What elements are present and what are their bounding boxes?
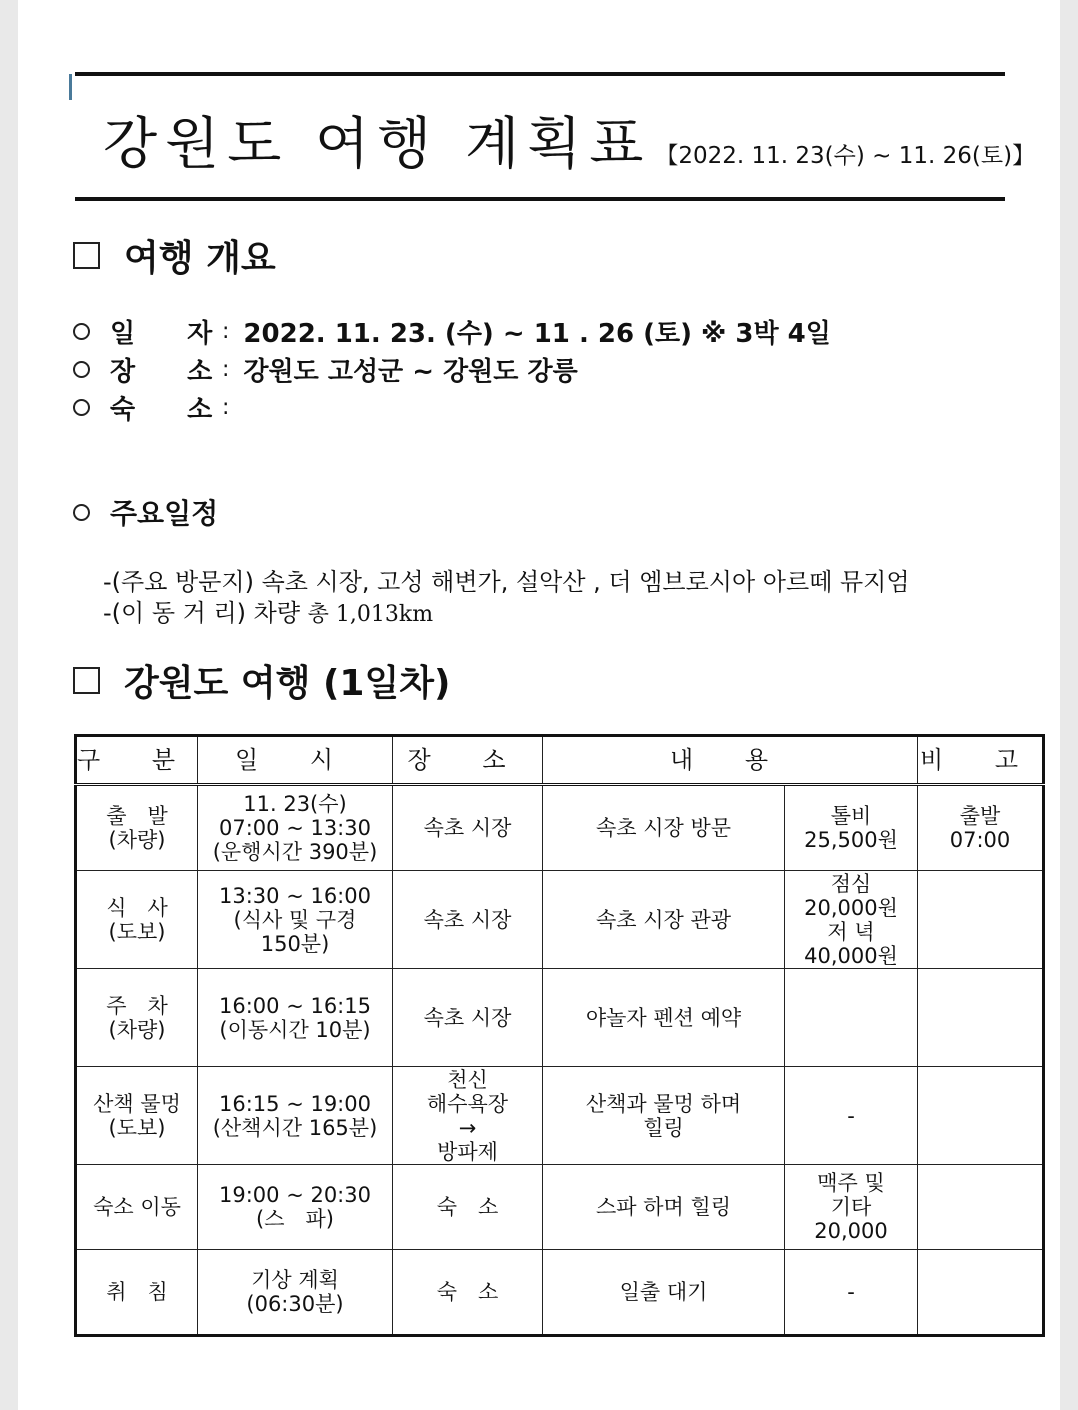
cell-content bbox=[543, 1165, 785, 1250]
cell-line: (차량) bbox=[108, 1017, 166, 1042]
overview-label: 장 소 bbox=[110, 357, 213, 387]
cell-time bbox=[198, 1067, 393, 1165]
cell-line: (도보) bbox=[108, 919, 166, 944]
cell-place bbox=[393, 969, 543, 1067]
cell-line: 해수욕장 bbox=[426, 1091, 509, 1116]
cell-line: 숙 소 bbox=[436, 1280, 499, 1304]
cell-line: 출 발 bbox=[106, 804, 168, 828]
cell-cost bbox=[785, 1067, 918, 1165]
cell-time bbox=[198, 969, 393, 1067]
overview-heading bbox=[73, 230, 276, 281]
cell-line: 숙소 이동 bbox=[93, 1195, 181, 1219]
cell-note bbox=[918, 871, 1044, 969]
cell-line: 산책과 물멍 하며 bbox=[585, 1091, 742, 1116]
schedule-line-text: -(주요 방문지) 속초 시장, 고성 해변가, 설악산 , 더 엠브로시아 아르떼 뮤지엄 bbox=[103, 568, 910, 596]
day1-schedule-table bbox=[74, 734, 1045, 1337]
cell-cost bbox=[785, 871, 918, 969]
cell-line: - bbox=[847, 1280, 855, 1304]
overview-value: 강원도 고성군 ~ 강원도 강릉 bbox=[243, 357, 578, 387]
overview-heading-text: 여행 개요 bbox=[124, 238, 276, 279]
cell-line: 07:00 bbox=[949, 828, 1011, 852]
overview-item-date: 일 자 : 2022. 11. 23. (수) ~ 11 . 26 (토) ※ 3박 4일 bbox=[73, 313, 831, 350]
cell-line: (운행시간 390분) bbox=[212, 840, 378, 864]
cell-line: 11. 23(수) bbox=[243, 792, 347, 816]
cell-line: 기타 bbox=[830, 1195, 872, 1219]
cell-note bbox=[918, 1250, 1044, 1336]
overview-label: 숙 소 bbox=[110, 395, 213, 425]
schedule-line-destinations bbox=[103, 562, 910, 597]
schedule-heading bbox=[73, 492, 218, 532]
cell-line: 야놀자 펜션 예약 bbox=[585, 1005, 742, 1030]
cell-place bbox=[393, 785, 543, 871]
schedule-line-text: -(이 동 거 리) 차량 bbox=[103, 599, 308, 627]
table-header-row bbox=[76, 736, 1044, 785]
cell-line: (식사 및 구경 bbox=[233, 907, 357, 932]
cell-time bbox=[198, 785, 393, 871]
schedule-heading-text: 주요일정 bbox=[110, 497, 219, 530]
cell-time bbox=[198, 1250, 393, 1336]
cell-line: 속초 시장 bbox=[423, 907, 512, 932]
cell-content bbox=[543, 1250, 785, 1336]
text-cursor bbox=[69, 74, 72, 100]
day1-heading bbox=[73, 655, 450, 706]
cell-line: 방파제 bbox=[437, 1139, 498, 1164]
cell-line: 20,000원 bbox=[804, 895, 898, 920]
table-row bbox=[76, 785, 1044, 871]
cell-line: 취 침 bbox=[106, 1280, 168, 1304]
cell-place bbox=[393, 1250, 543, 1336]
cell-content bbox=[543, 1067, 785, 1165]
cell-line: 산책 물멍 bbox=[93, 1091, 181, 1116]
header-place: 장 소 bbox=[393, 736, 543, 785]
cell-line: 25,500원 bbox=[804, 828, 898, 852]
cell-line: 07:00 ~ 13:30 bbox=[219, 816, 371, 840]
cell-line: (산책시간 165분) bbox=[212, 1115, 378, 1140]
cell-line: 150분) bbox=[260, 931, 330, 956]
cell-line: (이동시간 10분) bbox=[219, 1017, 371, 1042]
header-content: 내 용 bbox=[543, 736, 918, 785]
cell-line: 숙 소 bbox=[436, 1195, 499, 1219]
cell-content bbox=[543, 785, 785, 871]
title-top-rule bbox=[75, 72, 1005, 76]
cell-type bbox=[76, 871, 198, 969]
cell-note bbox=[918, 1067, 1044, 1165]
cell-line: 20,000 bbox=[814, 1219, 888, 1243]
cell-note bbox=[918, 785, 1044, 871]
cell-line: (06:30분) bbox=[246, 1292, 344, 1316]
cell-line: → bbox=[458, 1115, 477, 1140]
cell-line: (스 파) bbox=[256, 1207, 334, 1231]
cell-line: 16:15 ~ 19:00 bbox=[219, 1091, 371, 1116]
table-row bbox=[76, 871, 1044, 969]
circle-bullet-icon bbox=[73, 361, 90, 378]
cell-line: 속초 시장 방문 bbox=[595, 816, 732, 840]
cell-line: 일출 대기 bbox=[619, 1280, 708, 1304]
cell-time bbox=[198, 871, 393, 969]
cell-cost bbox=[785, 785, 918, 871]
header-type: 구 분 bbox=[76, 736, 198, 785]
cell-line: 힐링 bbox=[643, 1115, 684, 1140]
title-date-range: 【2022. 11. 23(수) ~ 11. 26(토)】 bbox=[655, 143, 1036, 169]
cell-line: 속초 시장 bbox=[423, 816, 512, 840]
cell-line: 속초 시장 관광 bbox=[595, 907, 732, 932]
cell-line: 출발 bbox=[959, 804, 1001, 828]
overview-label: 일 자 bbox=[110, 319, 213, 349]
cell-line: - bbox=[847, 1103, 855, 1128]
title-main: 강원도 여행 계획표 bbox=[103, 112, 652, 177]
cell-line: 점심 bbox=[830, 871, 872, 896]
cell-line: 맥주 및 bbox=[817, 1171, 885, 1195]
distance-value: 총 1,013km bbox=[307, 602, 434, 627]
cell-content bbox=[543, 871, 785, 969]
header-time: 일 시 bbox=[198, 736, 393, 785]
cell-type bbox=[76, 1067, 198, 1165]
cell-cost bbox=[785, 969, 918, 1067]
header-note: 비 고 bbox=[918, 736, 1044, 785]
schedule-line-distance bbox=[103, 593, 433, 628]
overview-item-lodging: 숙 소 : bbox=[73, 389, 243, 426]
circle-bullet-icon bbox=[73, 399, 90, 416]
cell-cost bbox=[785, 1165, 918, 1250]
cell-line: (차량) bbox=[108, 828, 166, 852]
cell-line: 저 녁 bbox=[827, 919, 875, 944]
cell-type bbox=[76, 1250, 198, 1336]
cell-line: 주 차 bbox=[106, 993, 168, 1018]
cell-place bbox=[393, 871, 543, 969]
cell-time bbox=[198, 1165, 393, 1250]
cell-line: 13:30 ~ 16:00 bbox=[219, 883, 371, 908]
circle-bullet-icon bbox=[73, 323, 90, 340]
cell-line: 식 사 bbox=[106, 895, 168, 920]
document-title bbox=[103, 100, 1035, 180]
cell-line: 기상 계획 bbox=[251, 1268, 339, 1292]
table-row bbox=[76, 1250, 1044, 1336]
cell-note bbox=[918, 1165, 1044, 1250]
title-bottom-rule bbox=[75, 197, 1005, 201]
circle-bullet-icon bbox=[73, 504, 90, 521]
day1-heading-text: 강원도 여행 (1일차) bbox=[124, 663, 451, 704]
cell-content bbox=[543, 969, 785, 1067]
cell-line: (도보) bbox=[108, 1115, 166, 1140]
cell-line: 천신 bbox=[447, 1067, 488, 1092]
cell-cost bbox=[785, 1250, 918, 1336]
cell-type bbox=[76, 1165, 198, 1250]
table-row bbox=[76, 1067, 1044, 1165]
square-bullet-icon bbox=[73, 667, 100, 694]
cell-line: 스파 하며 힐링 bbox=[595, 1195, 732, 1219]
cell-place bbox=[393, 1165, 543, 1250]
cell-line: 속초 시장 bbox=[423, 1005, 512, 1030]
overview-value: 2022. 11. 23. (수) ~ 11 . 26 (토) ※ 3박 4일 bbox=[243, 319, 831, 349]
overview-item-place: 장 소 : 강원도 고성군 ~ 강원도 강릉 bbox=[73, 351, 578, 388]
table-row bbox=[76, 1165, 1044, 1250]
cell-line: 40,000원 bbox=[804, 943, 898, 968]
cell-place bbox=[393, 1067, 543, 1165]
table-row bbox=[76, 969, 1044, 1067]
cell-line: 19:00 ~ 20:30 bbox=[219, 1183, 371, 1207]
cell-line: 톨비 bbox=[830, 804, 872, 828]
cell-type bbox=[76, 969, 198, 1067]
cell-note bbox=[918, 969, 1044, 1067]
cell-line: 16:00 ~ 16:15 bbox=[219, 993, 371, 1018]
square-bullet-icon bbox=[73, 242, 100, 269]
cell-type bbox=[76, 785, 198, 871]
